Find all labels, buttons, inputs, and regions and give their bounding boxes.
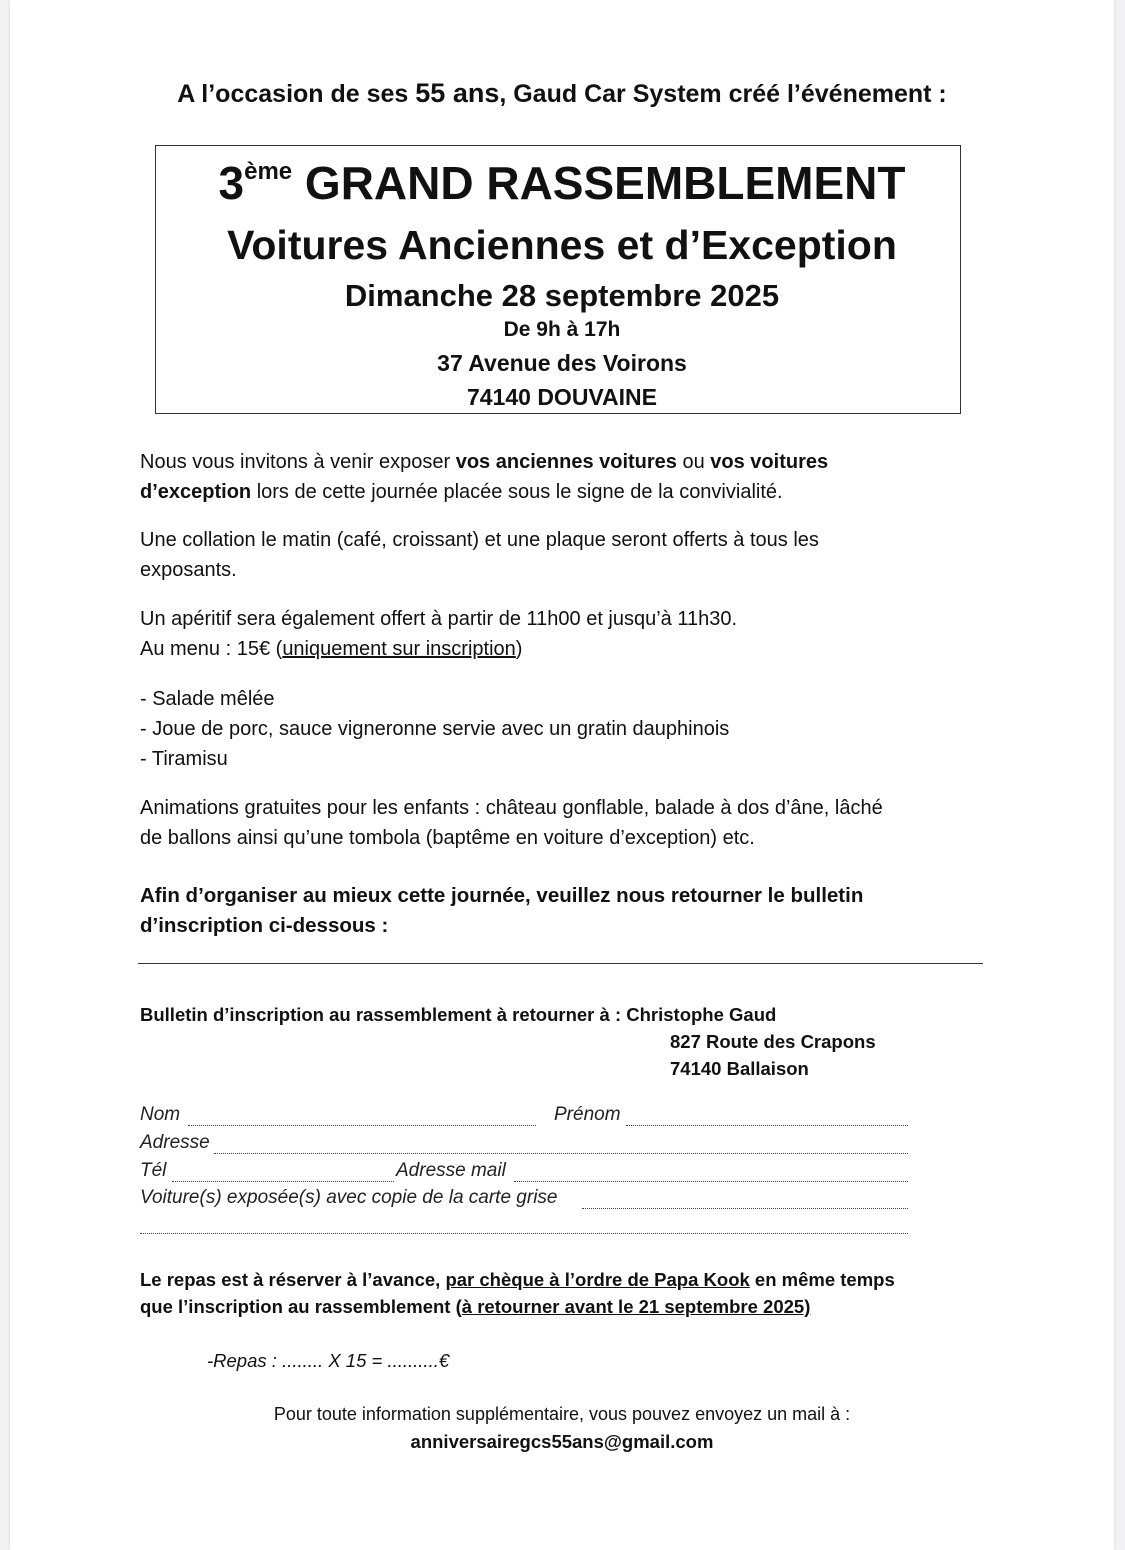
- adresse-field[interactable]: [214, 1153, 908, 1154]
- form-label-prenom: Prénom: [554, 1104, 621, 1125]
- form-label-adresse: Adresse: [140, 1132, 210, 1153]
- nom-field[interactable]: [188, 1125, 536, 1126]
- event-title: 3ème GRAND RASSEMBLEMENT: [218, 157, 906, 209]
- form-label-tel: Tél: [140, 1160, 167, 1181]
- event-city: 74140 DOUVAINE: [466, 384, 658, 410]
- animations-paragraph: Animations gratuites pour les enfants : château gonflable, balade à dos d’âne, lâché de ballons ainsi qu’une tombola (baptême en voiture d’exception) etc.: [140, 797, 883, 849]
- voiture-field[interactable]: [582, 1208, 908, 1209]
- aperitif-paragraph: Un apéritif sera également offert à partir de 11h00 et jusqu’à 11h30. Au menu : 15€ (uniquement sur inscription): [140, 608, 738, 660]
- menu-list: [140, 684, 729, 774]
- bulletin-address: Bulletin d’inscription au rassemblement à retourner à : Christophe Gaud 827 Route des Crapons 74140 Ballaison: [140, 1004, 876, 1079]
- prenom-field[interactable]: [626, 1125, 908, 1126]
- list-item: - Salade mêlée: [140, 688, 275, 710]
- registration-call: Afin d’organiser au mieux cette journée, veuillez nous retourner le bulletin d’inscription ci-dessous :: [140, 884, 864, 937]
- meal-calculation: -Repas : ........ X 15 = ..........€: [207, 1350, 450, 1371]
- meal-notice: Le repas est à réserver à l’avance, par chèque à l’ordre de Papa Kook en même temps que l’inscription au rassemblement (à retourner avant le 21 septembre 2025): [140, 1269, 895, 1317]
- list-item: - Tiramisu: [140, 748, 228, 770]
- form-label-mail: Adresse mail: [396, 1160, 506, 1181]
- mail-field[interactable]: [514, 1181, 908, 1182]
- voiture-field-extra[interactable]: [140, 1233, 908, 1234]
- event-subtitle: Voitures Anciennes et d’Exception: [227, 222, 897, 268]
- list-item: - Joue de porc, sauce vigneronne servie avec un gratin dauphinois: [140, 718, 730, 740]
- tel-field[interactable]: [172, 1181, 394, 1182]
- info-text: Pour toute information supplémentaire, vous pouvez envoyez un mail à :: [273, 1404, 851, 1424]
- document-page: [10, 0, 1114, 1550]
- event-street: 37 Avenue des Voirons: [437, 350, 687, 376]
- event-hours: De 9h à 17h: [503, 318, 621, 341]
- intro-line: A l’occasion de ses 55 ans, Gaud Car System créé l’événement :: [177, 78, 947, 108]
- contact-email[interactable]: anniversairegcs55ans@gmail.com: [410, 1431, 714, 1452]
- invitation-paragraph: Nous vous invitons à venir exposer vos anciennes voitures ou vos voitures d’exception lors de cette journée placée sous le signe de la convivialité.: [140, 451, 829, 503]
- event-date: Dimanche 28 septembre 2025: [344, 278, 780, 313]
- collation-paragraph: Une collation le matin (café, croissant) et une plaque seront offerts à tous les exposants.: [140, 529, 819, 581]
- form-label-nom: Nom: [140, 1104, 181, 1125]
- form-label-voiture: Voiture(s) exposée(s) avec copie de la carte grise: [140, 1187, 558, 1208]
- separator-line: [138, 963, 983, 964]
